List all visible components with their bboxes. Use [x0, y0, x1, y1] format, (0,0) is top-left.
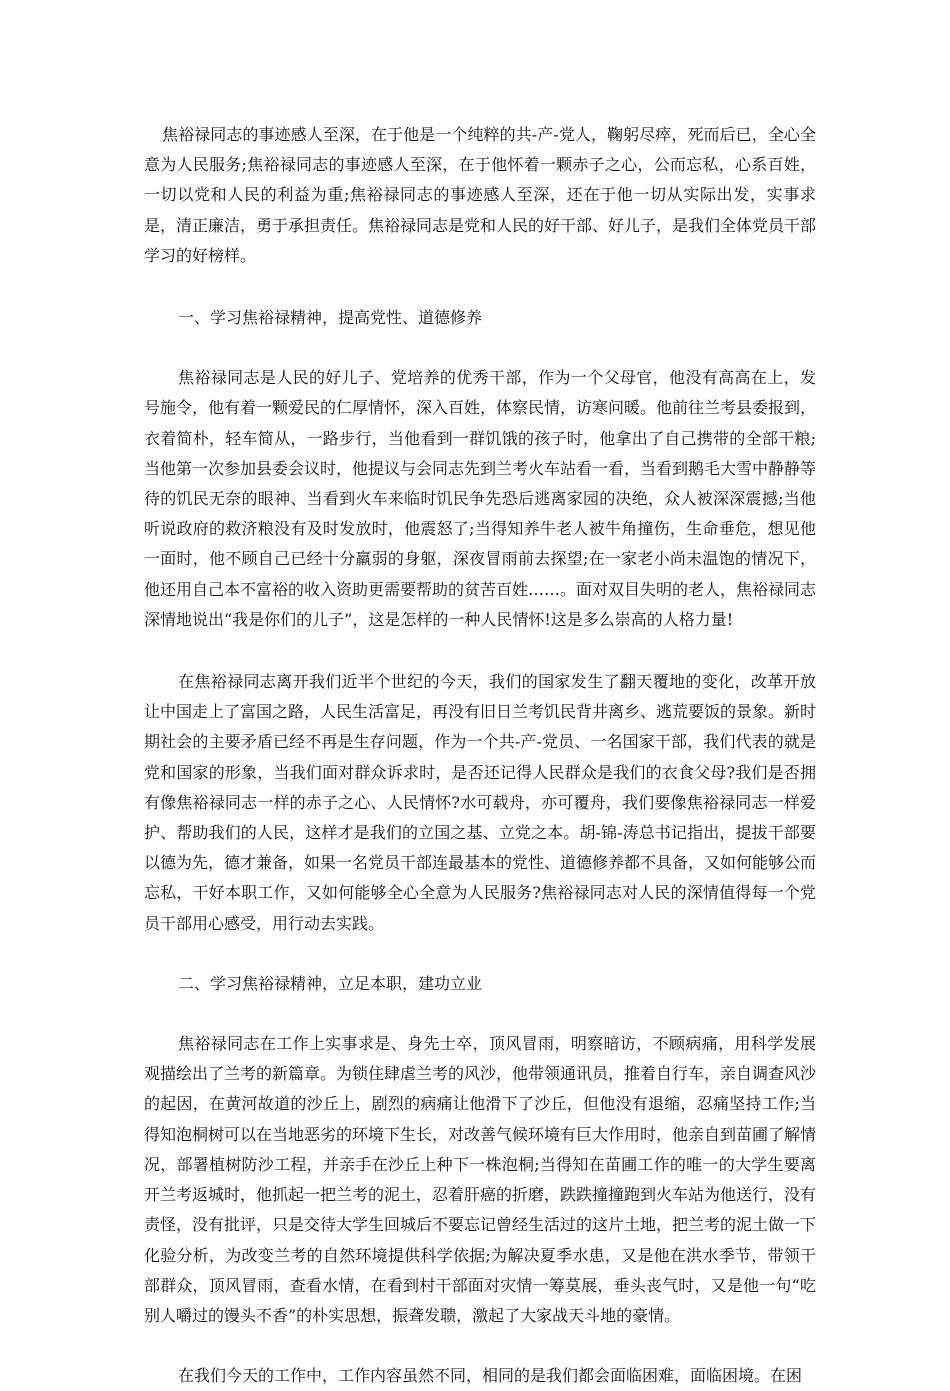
body-paragraph: 在焦裕禄同志离开我们近半个世纪的今天，我们的国家发生了翻天覆地的变化，改革开放让中国走上了富国之路，人民生活富足，再没有旧日兰考饥民背井离乡、逃荒要饭的景象。新时期社会的主要矛盾已经不再是生存问题，作为一个共-产-党员、一名国家干部，我们代表的就是党和国家的形象，当我们面对群众诉求时，是否还记得人民群众是我们的衣食父母?我们是否拥有像焦裕禄同志一样的赤子之心、人民情怀?水可载舟，亦可覆舟，我们要像焦裕禄同志一样爱护、帮助我们的人民，这样才是我们的立国之基、立党之本。胡-锦-涛总书记指出，提拔干部要以德为先，德才兼备，如果一名党员干部连最基本的党性、道德修养都不具备，又如何能够公而忘私，干好本职工作，又如何能够全心全意为人民服务?焦裕禄同志对人民的深情值得每一个党员干部用心感受，用行动去实践。 — [144, 672, 817, 933]
paragraph-spacer — [144, 271, 816, 303]
body-paragraph: 在我们今天的工作中，工作内容虽然不同，相同的是我们都会面临困难，面临困境。在困 — [178, 1366, 803, 1386]
paragraph-spacer — [144, 999, 816, 1029]
paragraph-spacer — [144, 939, 816, 969]
intro-paragraph: 焦裕禄同志的事迹感人至深，在于他是一个纯粹的共-产-党人，鞠躬尽瘁，死而后已，全心全意为人民服务;焦裕禄同志的事迹感人至深，在于他怀着一颗赤子之心，公而忘私，心系百姓，一切以党和人民的利益为重;焦裕禄同志的事迹感人至深，还在于他一切从实际出发，实事求是，清正廉洁，勇于承担责任。焦裕禄同志是党和人民的好干部、好儿子，是我们全体党员干部学习的好榜样。 — [144, 125, 817, 265]
section-heading-2: 二、学习焦裕禄精神，立足本职，建功立业 — [178, 973, 483, 993]
paragraph-spacer — [144, 333, 816, 363]
body-paragraph: 焦裕禄同志是人民的好儿子、党培养的优秀干部，作为一个父母官，他没有高高在上，发号施令，他有着一颗爱民的仁厚情怀，深入百姓，体察民情，访寒问暖。他前往兰考县委报到，衣着简朴，轻车简从，一路步行，当他看到一群饥饿的孩子时，他拿出了自己携带的全部干粮;当他第一次参加县委会议时，他提议与会同志先到兰考火车站看一看，当看到鹅毛大雪中静静等待的饥民无奈的眼神、当看到火车来临时饥民争先恐后逃离家园的决绝，众人被深深震撼;当他听说政府的救济粮没有及时发放时，他震怒了;当得知养牛老人被牛角撞伤，生命垂危，想见他一面时，他不顾自己已经十分羸弱的身躯，深夜冒雨前去探望;在一家老小尚未温饱的情况下，他还用自己本不富裕的收入资助更需要帮助的贫苦百姓……。面对双目失明的老人，焦裕禄同志深情地说出“我是你们的儿子”，这是怎样的一种人民情怀!这是多么崇高的人格力量! — [144, 368, 817, 629]
body-paragraph: 焦裕禄同志在工作上实事求是、身先士卒，顶风冒雨，明察暗访，不顾病痛，用科学发展观描绘出了兰考的新篇章。为锁住肆虐兰考的风沙，他带领通讯员，推着自行车，亲自调查风沙的起因，在黄河故道的沙丘上，剧烈的病痛让他滑下了沙丘，但他没有退缩，忍痛坚持工作;当得知泡桐树可以在当地恶劣的环境下生长，对改善气候环境有巨大作用时，他亲自到苗圃了解情况，部署植树防沙工程，并亲手在沙丘上种下一株泡桐;当得知在苗圃工作的唯一的大学生要离开兰考返城时，他抓起一把兰考的泥土，忍着肝癌的折磨，跌跌撞撞跑到火车站为他送行，没有责怪，没有批评，只是交待大学生回城后不要忘记曾经生活过的这片土地，把兰考的泥土做一下化验分析，为改变兰考的自然环境提供科学依据;为解决夏季水患，又是他在洪水季节，带领干部群众，顶风冒雨，查看水情，在看到村干部面对灾情一筹莫展，垂头丧气时，又是他一句“吃别人嚼过的馒头不香”的朴实思想，振聋发聩，激起了大家战天斗地的豪情。 — [144, 1034, 817, 1325]
paragraph-spacer — [144, 635, 816, 667]
paragraph-spacer — [144, 1331, 816, 1361]
section-heading-1: 一、学习焦裕禄精神，提高党性、道德修养 — [178, 308, 483, 328]
document-body — [144, 120, 816, 1391]
